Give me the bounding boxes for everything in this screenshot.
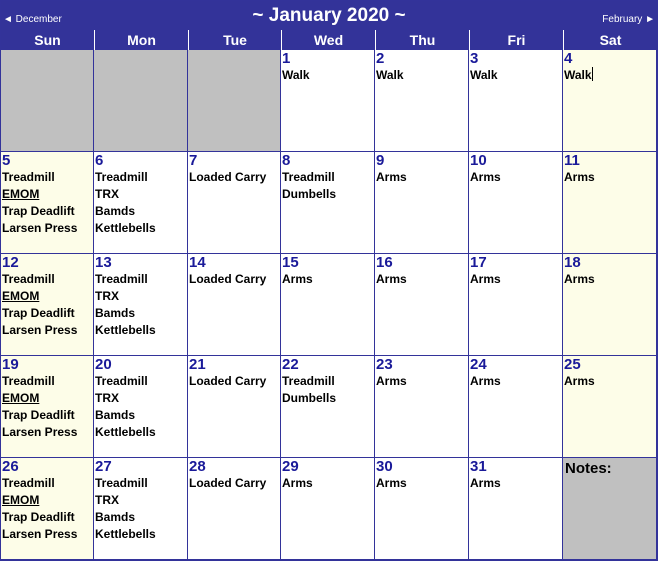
workout-entry: Walk bbox=[470, 68, 498, 82]
workout-entry: Arms bbox=[564, 374, 595, 388]
workout-entry: Treadmill bbox=[95, 272, 148, 286]
workout-entry: Arms bbox=[564, 272, 595, 286]
workout-entry: Treadmill bbox=[2, 170, 55, 184]
workout-entry: Treadmill bbox=[2, 476, 55, 490]
day-number: 22 bbox=[282, 356, 299, 373]
day-number: 23 bbox=[376, 356, 393, 373]
day-number: 3 bbox=[470, 50, 479, 67]
workout-entry: Treadmill bbox=[95, 476, 148, 490]
weekday-header-thu: Thu bbox=[375, 30, 469, 50]
day-cell-25[interactable] bbox=[563, 356, 657, 458]
day-number: 4 bbox=[564, 50, 573, 67]
workout-entry: Arms bbox=[470, 476, 501, 490]
day-number: 14 bbox=[189, 254, 206, 271]
workout-entry: Treadmill bbox=[2, 374, 55, 388]
workout-entry: TRX bbox=[95, 187, 119, 201]
workout-entry: Kettlebells bbox=[95, 527, 156, 541]
prev-month-link[interactable]: ◄ December bbox=[3, 14, 62, 25]
day-cell-29[interactable] bbox=[281, 458, 375, 560]
weekday-header-wed: Wed bbox=[281, 30, 375, 50]
workout-entry: Arms bbox=[470, 272, 501, 286]
workout-entry: Arms bbox=[376, 374, 407, 388]
workout-entry: Arms bbox=[470, 170, 501, 184]
workout-entry: Trap Deadlift bbox=[2, 204, 75, 218]
workout-entry: Larsen Press bbox=[2, 323, 78, 337]
day-cell-16[interactable] bbox=[375, 254, 469, 356]
day-cell-18[interactable] bbox=[563, 254, 657, 356]
workout-entry: Trap Deadlift bbox=[2, 306, 75, 320]
workout-entry: Larsen Press bbox=[2, 425, 78, 439]
workout-entry: Treadmill bbox=[2, 272, 55, 286]
day-number: 21 bbox=[189, 356, 206, 373]
calendar-title-bar bbox=[1, 1, 657, 30]
month-title: ~ January 2020 ~ bbox=[252, 5, 406, 26]
day-cell-13[interactable] bbox=[94, 254, 188, 356]
day-cell-12[interactable] bbox=[1, 254, 94, 356]
day-number: 15 bbox=[282, 254, 299, 271]
day-number: 8 bbox=[282, 152, 291, 169]
workout-entry: Arms bbox=[376, 170, 407, 184]
day-cell-8[interactable] bbox=[281, 152, 375, 254]
workout-entry: Walk bbox=[282, 68, 310, 82]
workout-entry: Loaded Carry bbox=[189, 170, 267, 184]
workout-entry: Loaded Carry bbox=[189, 374, 267, 388]
workout-entry: Bamds bbox=[95, 306, 136, 320]
workout-entry: EMOM bbox=[2, 493, 40, 507]
workout-entry: Kettlebells bbox=[95, 221, 156, 235]
workout-entry: Kettlebells bbox=[95, 425, 156, 439]
day-cell-21[interactable] bbox=[188, 356, 281, 458]
workout-entry: Walk bbox=[564, 68, 592, 82]
workout-entry: Bamds bbox=[95, 204, 136, 218]
day-number: 19 bbox=[2, 356, 19, 373]
day-cell-27[interactable] bbox=[94, 458, 188, 560]
workout-entry: Dumbells bbox=[282, 187, 337, 201]
workout-entry: Treadmill bbox=[95, 374, 148, 388]
day-cell-9[interactable] bbox=[375, 152, 469, 254]
day-cell-1[interactable] bbox=[281, 50, 375, 152]
workout-entry: Arms bbox=[564, 170, 595, 184]
day-cell-31[interactable] bbox=[469, 458, 563, 560]
empty-day-cell bbox=[94, 50, 188, 152]
workout-entry: Treadmill bbox=[95, 170, 148, 184]
day-cell-23[interactable] bbox=[375, 356, 469, 458]
workout-entry: EMOM bbox=[2, 391, 40, 405]
workout-entry: Kettlebells bbox=[95, 323, 156, 337]
empty-day-cell bbox=[1, 50, 94, 152]
day-cell-28[interactable] bbox=[188, 458, 281, 560]
workout-entry: Loaded Carry bbox=[189, 272, 267, 286]
day-cell-7[interactable] bbox=[188, 152, 281, 254]
day-number: 2 bbox=[376, 50, 385, 67]
day-cell-11[interactable] bbox=[563, 152, 657, 254]
workout-entry: Arms bbox=[376, 272, 407, 286]
day-number: 7 bbox=[189, 152, 198, 169]
day-cell-2[interactable] bbox=[375, 50, 469, 152]
workout-entry: EMOM bbox=[2, 289, 40, 303]
workout-entry: Arms bbox=[470, 374, 501, 388]
day-number: 18 bbox=[564, 254, 581, 271]
day-number: 5 bbox=[2, 152, 11, 169]
day-cell-22[interactable] bbox=[281, 356, 375, 458]
day-number: 20 bbox=[95, 356, 112, 373]
notes-label: Notes: bbox=[565, 460, 612, 477]
day-cell-10[interactable] bbox=[469, 152, 563, 254]
workout-entry: Dumbells bbox=[282, 391, 337, 405]
day-number: 11 bbox=[564, 152, 580, 169]
day-cell-30[interactable] bbox=[375, 458, 469, 560]
day-cell-15[interactable] bbox=[281, 254, 375, 356]
day-number: 12 bbox=[2, 254, 19, 271]
next-month-link[interactable]: February ► bbox=[602, 14, 655, 25]
day-cell-4[interactable] bbox=[563, 50, 657, 152]
day-number: 9 bbox=[376, 152, 385, 169]
day-number: 13 bbox=[95, 254, 112, 271]
workout-entry: EMOM bbox=[2, 187, 40, 201]
workout-entry: Treadmill bbox=[282, 170, 335, 184]
day-number: 17 bbox=[470, 254, 487, 271]
day-cell-6[interactable] bbox=[94, 152, 188, 254]
day-number: 24 bbox=[470, 356, 487, 373]
day-cell-5[interactable] bbox=[1, 152, 94, 254]
day-number: 31 bbox=[470, 458, 487, 475]
workout-entry: Trap Deadlift bbox=[2, 408, 75, 422]
workout-entry: Bamds bbox=[95, 510, 136, 524]
workout-entry: TRX bbox=[95, 289, 119, 303]
weekday-header-fri: Fri bbox=[469, 30, 563, 50]
weekday-header-sun: Sun bbox=[1, 30, 94, 50]
weekday-header-mon: Mon bbox=[94, 30, 188, 50]
day-cell-3[interactable] bbox=[469, 50, 563, 152]
day-number: 6 bbox=[95, 152, 104, 169]
day-number: 27 bbox=[95, 458, 112, 475]
notes-cell[interactable] bbox=[563, 458, 657, 560]
weekday-header-tue: Tue bbox=[188, 30, 281, 50]
day-number: 30 bbox=[376, 458, 393, 475]
day-cell-26[interactable] bbox=[1, 458, 94, 560]
day-cell-14[interactable] bbox=[188, 254, 281, 356]
workout-entry: Bamds bbox=[95, 408, 136, 422]
workout-entry: Arms bbox=[376, 476, 407, 490]
empty-day-cell bbox=[188, 50, 281, 152]
workout-entry: Treadmill bbox=[282, 374, 335, 388]
day-number: 26 bbox=[2, 458, 19, 475]
weekday-header-sat: Sat bbox=[563, 30, 657, 50]
day-number: 29 bbox=[282, 458, 299, 475]
day-cell-17[interactable] bbox=[469, 254, 563, 356]
workout-entry: Larsen Press bbox=[2, 527, 78, 541]
workout-entry: Larsen Press bbox=[2, 221, 78, 235]
workout-entry: TRX bbox=[95, 493, 119, 507]
day-number: 28 bbox=[189, 458, 206, 475]
workout-entry: Trap Deadlift bbox=[2, 510, 75, 524]
workout-entry: Arms bbox=[282, 272, 313, 286]
day-cell-19[interactable] bbox=[1, 356, 94, 458]
workout-entry: Loaded Carry bbox=[189, 476, 267, 490]
day-number: 10 bbox=[470, 152, 487, 169]
workout-entry: Walk bbox=[376, 68, 404, 82]
workout-entry: TRX bbox=[95, 391, 119, 405]
text-cursor bbox=[592, 67, 593, 81]
day-number: 16 bbox=[376, 254, 393, 271]
day-cell-24[interactable] bbox=[469, 356, 563, 458]
day-number: 1 bbox=[282, 50, 291, 67]
workout-entry: Arms bbox=[282, 476, 313, 490]
day-cell-20[interactable] bbox=[94, 356, 188, 458]
day-number: 25 bbox=[564, 356, 581, 373]
